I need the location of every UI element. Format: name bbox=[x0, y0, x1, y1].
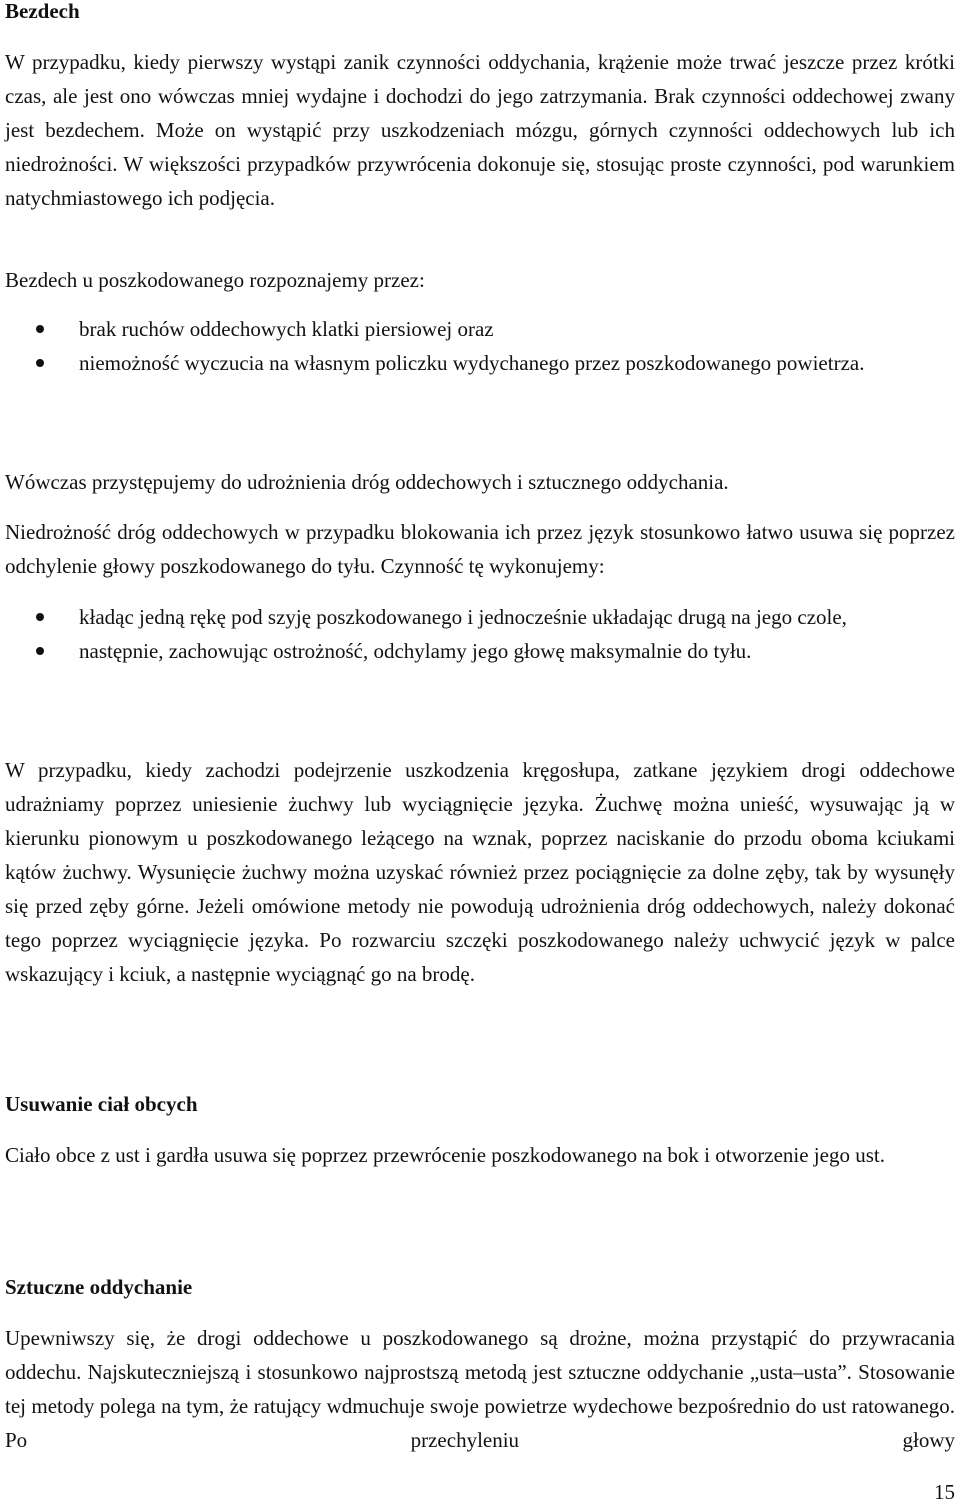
paragraph-bezdech-intro: W przypadku, kiedy pierwszy wystąpi zanik czynności oddychania, krążenie może trwać jeszcze przez krótki czas, ale jest ono wówczas mniej wydajne i dochodzi do jego zatrzymania. Brak czynności oddechowej zwany jest bezdechem. Może on wystąpić przy uszkodzeniach mózgu, górnych czynności oddechowych lub ich niedrożności. W większości przypadków przywrócenia dokonuje się, stosując proste czynności, pod warunkiem natychmiastowego ich podjęcia. bbox=[5, 50, 955, 210]
paragraph-cialo-obce: Ciało obce z ust i gardła usuwa się poprzez przewrócenie poszkodowanego na bok i otworzenie jego ust. bbox=[5, 1143, 885, 1167]
page-number: 15 bbox=[934, 1480, 955, 1504]
list-item: niemożność wyczucia na własnym policzku wydychanego przez poszkodowanego powietrza. bbox=[5, 346, 955, 380]
paragraph-kregoslup: W przypadku, kiedy zachodzi podejrzenie uszkodzenia kręgosłupa, zatkane językiem drogi oddechowe udrażniamy poprzez uniesienie żuchwy lub wyciągnięcie języka. Żuchwę można unieść, wysuwając ją w kierunku pionowym u poszkodowanego leżącego na wznak, poprzez naciskanie do przodu oboma kciukami kątów żuchwy. Wysunięcie żuchwy można uzyskać również przez pociągnięcie za dolne zęby, tak by wysunęły się przed zęby górne. Jeżeli omówione metody nie powodują udrożnienia dróg oddechowych, należy dokonać tego poprzez wyciągnięcie języka. Po rozwarciu szczęki poszkodowanego należy uchwycić język w palce wskazujący i kciuk, a następnie wyciągnąć go na brodę. bbox=[5, 758, 955, 986]
bullet-icon bbox=[36, 613, 44, 621]
bullet-icon bbox=[36, 647, 44, 655]
paragraph-wowczas: Wówczas przystępujemy do udrożnienia dróg oddechowych i sztucznego oddychania. bbox=[5, 470, 729, 494]
paragraph-niedroznosc: Niedrożność dróg oddechowych w przypadku blokowania ich przez język stosunkowo łatwo usuwa się poprzez odchylenie głowy poszkodowanego do tyłu. Czynność tę wykonujemy: bbox=[5, 520, 955, 578]
list-item: następnie, zachowując ostrożność, odchylamy jego głowę maksymalnie do tyłu. bbox=[5, 634, 955, 668]
paragraph-sztuczne-oddychanie: Upewniwszy się, że drogi oddechowe u poszkodowanego są drożne, można przystąpić do przywracania oddechu. Najskuteczniejszą i stosunkowo najprostszą metodą jest sztuczne oddychanie „usta–usta”. Stosowanie tej metody polega na tym, że ratujący wdmuchuje swoje powietrze wydechowe bezpośrednio do ust ratowanego. Po przechyleniu głowy bbox=[5, 1326, 955, 1452]
heading-usuwanie-cial-obcych: Usuwanie ciał obcych bbox=[5, 1092, 198, 1116]
bullet-list-czynnosci bbox=[5, 600, 955, 668]
bullet-icon bbox=[36, 325, 44, 333]
list-item: kładąc jedną rękę pod szyję poszkodowanego i jednocześnie układając drugą na jego czole, bbox=[5, 600, 955, 634]
bullet-list-objawy bbox=[5, 312, 955, 380]
heading-sztuczne-oddychanie: Sztuczne oddychanie bbox=[5, 1275, 193, 1299]
bullet-icon bbox=[36, 359, 44, 367]
heading-bezdech: Bezdech bbox=[5, 0, 80, 23]
paragraph-rozpoznanie: Bezdech u poszkodowanego rozpoznajemy przez: bbox=[5, 268, 425, 292]
list-item: brak ruchów oddechowych klatki piersiowej oraz bbox=[5, 312, 955, 346]
